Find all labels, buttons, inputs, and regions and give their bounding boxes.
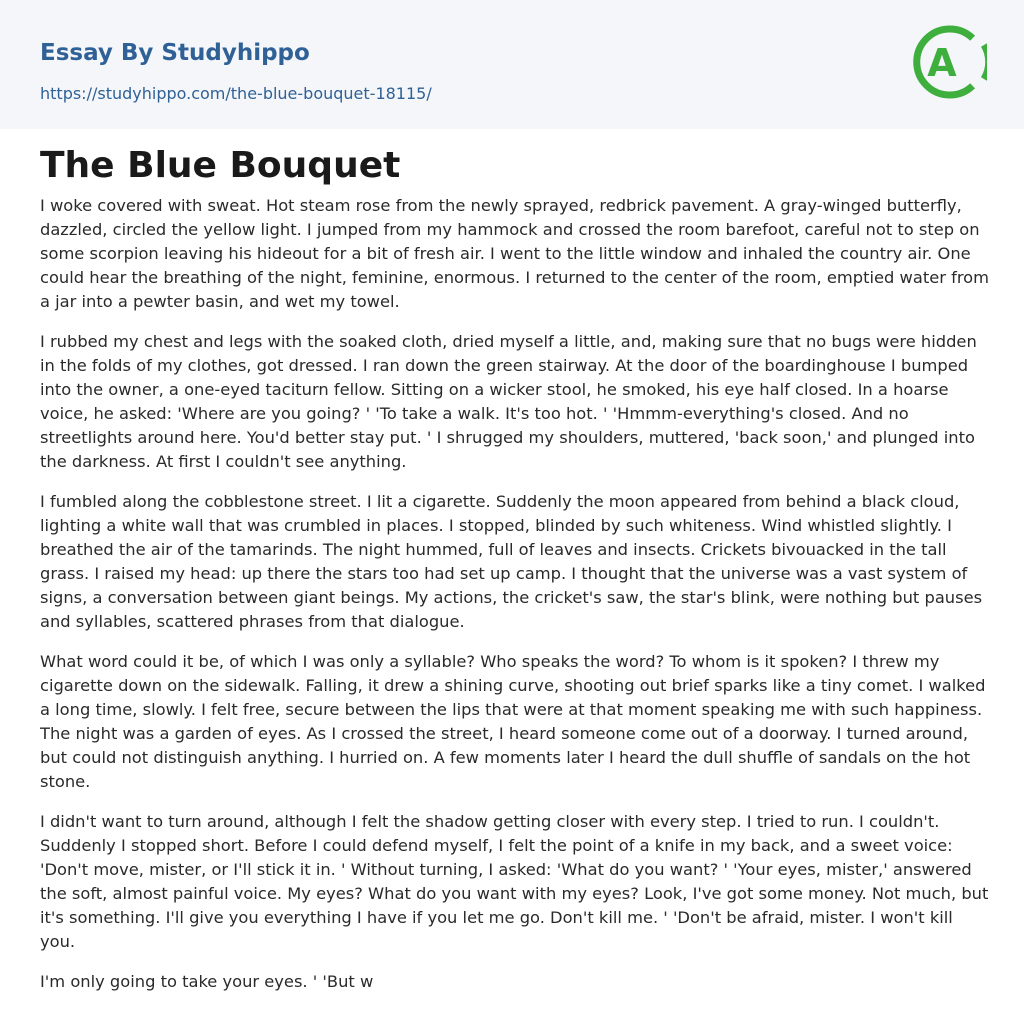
- brand-title[interactable]: Essay By Studyhippo: [40, 40, 310, 66]
- essay-paragraph: I didn't want to turn around, although I felt the shadow getting closer with every step. I tried to run. I couldn't. Suddenly I stopped short. Before I could defend myself, I felt the point of a knife in my back, and a sweet voice: 'Don't move, mister, or I'll stick it in. ' Without turning, I asked: 'What do you want? ' 'Your eyes, mister,' answered the soft, almost painful voice. My eyes? What do you want with my eyes? Look, I've got some money. Not much, but it's something. I'll give you everything I have if you let me go. Don't kill me. ' 'Don't be afraid, mister. I won't kill you.: [40, 812, 989, 951]
- essay-body: [40, 194, 990, 1010]
- essay-paragraph: I rubbed my chest and legs with the soaked cloth, dried myself a little, and, making sure that no bugs were hidden in the folds of my clothes, got dressed. I ran down the green stairway. At the door of the boardinghouse I bumped into the owner, a one-eyed taciturn fellow. Sitting on a wicker stool, he smoked, his eye half closed. In a hoarse voice, he asked: 'Where are you going? ' 'To take a walk. It's too hot. ' 'Hmmm-everything's closed. And no streetlights around here. You'd better stay put. ' I shrugged my shoulders, muttered, 'back soon,' and plunged into the darkness. At first I couldn't see anything.: [40, 332, 977, 471]
- essay-url-link[interactable]: https://studyhippo.com/the-blue-bouquet-18115/: [40, 84, 432, 103]
- essay-paragraph: I'm only going to take your eyes. ' 'But w: [40, 972, 374, 991]
- essay-title: The Blue Bouquet: [40, 145, 401, 186]
- logo-letter: A: [927, 41, 957, 85]
- essay-paragraph: I fumbled along the cobblestone street. I lit a cigarette. Suddenly the moon appeared from behind a black cloud, lighting a white wall that was crumbled in places. I stopped, blinded by such whiteness. Wind whistled slightly. I breathed the air of the tamarinds. The night hummed, full of leaves and insects. Crickets bivouacked in the tall grass. I raised my head: up there the stars too had set up camp. I thought that the universe was a vast system of signs, a conversation between giant beings. My actions, the cricket's saw, the star's blink, were nothing but pauses and syllables, scattered phrases from that dialogue.: [40, 492, 983, 631]
- essay-paragraph: What word could it be, of which I was only a syllable? Who speaks the word? To whom is it spoken? I threw my cigarette down on the sidewalk. Falling, it drew a shining curve, shooting out brief sparks like a tiny comet. I walked a long time, slowly. I felt free, secure between the lips that were at that moment speaking me with such happiness. The night was a garden of eyes. As I crossed the street, I heard someone come out of a doorway. I turned around, but could not distinguish anything. I hurried on. A few moments later I heard the dull shuffle of sandals on the hot stone.: [40, 652, 986, 791]
- studyhippo-logo-icon[interactable]: [913, 18, 987, 106]
- site-header: [0, 0, 1024, 129]
- essay-paragraph: I woke covered with sweat. Hot steam rose from the newly sprayed, redbrick pavement. A gray-winged butterfly, dazzled, circled the yellow light. I jumped from my hammock and crossed the room barefoot, careful not to step on some scorpion leaving his hideout for a bit of fresh air. I went to the little window and inhaled the country air. One could hear the breathing of the night, feminine, enormous. I returned to the center of the room, emptied water from a jar into a pewter basin, and wet my towel.: [40, 196, 989, 311]
